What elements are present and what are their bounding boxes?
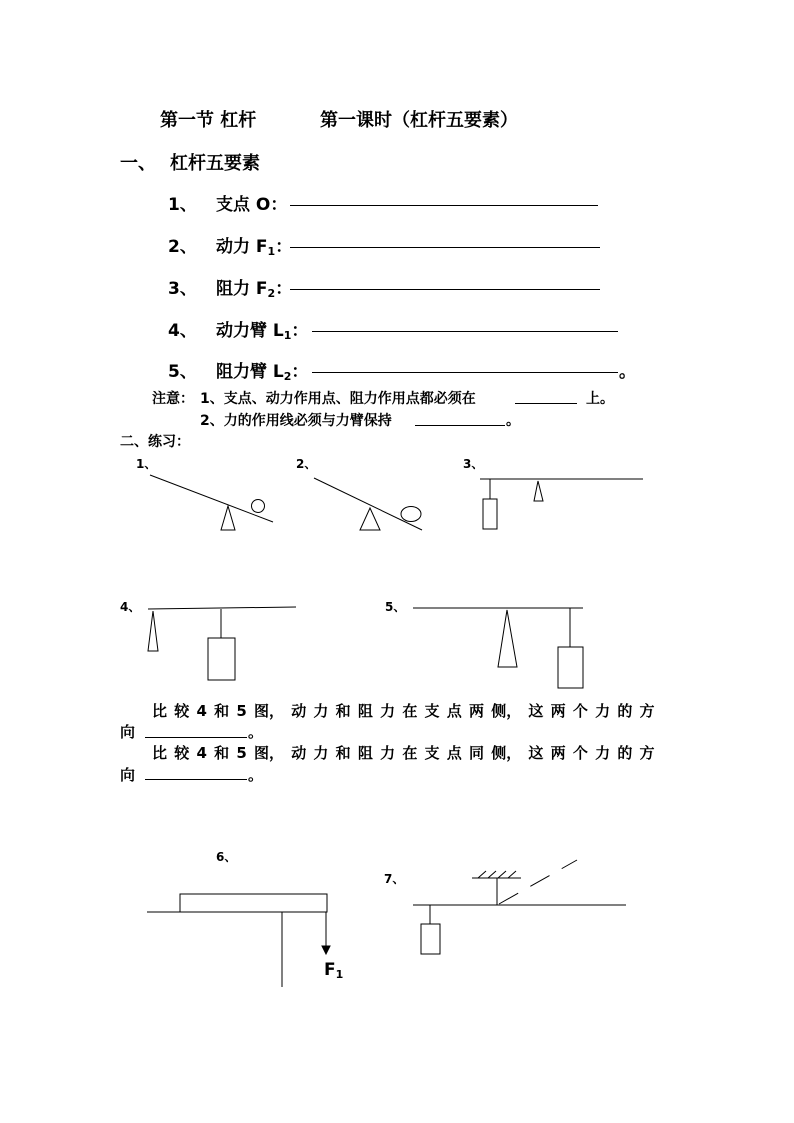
part2-heading: 二、练习： [120, 434, 190, 450]
ex-6-board [180, 894, 327, 912]
lesson-title: 第一课时（杠杆五要素） [320, 110, 518, 131]
item-5-period: 。 [619, 362, 636, 382]
ex-4-lever [148, 607, 296, 609]
ex-2-diagram [314, 478, 422, 530]
compare-2-line1: 比 较 4 和 5 图， 动 力 和 阻 力 在 支 点 同 侧， 这 两 个 力 的 方 [152, 744, 655, 762]
ex-2-lever [314, 478, 422, 530]
ex-6-label: 6、 [216, 850, 237, 864]
compare-1-end: 。 [248, 723, 264, 741]
ex-2-stone [401, 507, 421, 522]
item-2-number: 2、 [168, 237, 197, 257]
ex-2-fulcrum [360, 508, 380, 530]
ex-7-weight [421, 924, 440, 954]
compare-1-line2: 向 [120, 723, 136, 741]
ex-3-label: 3、 [463, 457, 484, 471]
ex-5-diagram [413, 608, 583, 688]
note-2: 2、力的作用线必须与力臂保持 [200, 413, 392, 429]
ex-1-fulcrum [221, 506, 235, 530]
ex-2-label: 2、 [296, 457, 317, 471]
item-5-number: 5、 [168, 362, 197, 382]
ex-7-hatch-3 [498, 871, 506, 878]
ex-5-fulcrum [498, 610, 517, 667]
ex-4-diagram [148, 607, 296, 680]
item-4-number: 4、 [168, 321, 197, 341]
ex-7-hatch-4 [508, 871, 516, 878]
ex-6-force-arrow [322, 946, 330, 954]
compare-2-line2: 向 [120, 766, 136, 784]
ex-3-diagram [480, 479, 643, 529]
ex-1-label: 1、 [136, 457, 157, 471]
compare-2-end: 。 [248, 766, 264, 784]
note-1-end: 上。 [586, 391, 614, 407]
ex-7-hatch-1 [478, 871, 486, 878]
compare-1-line1: 比 较 4 和 5 图， 动 力 和 阻 力 在 支 点 两 侧， 这 两 个 力 的 方 [152, 702, 655, 720]
note-prefix: 注意： [152, 391, 194, 407]
ex-4-weight [208, 638, 235, 680]
ex-6-diagram [147, 894, 330, 987]
ex-3-fulcrum [534, 481, 543, 501]
item-4-label: 动力臂 $L_1$： [216, 321, 309, 342]
ex-1-ball [252, 500, 265, 513]
ex-4-fulcrum [148, 611, 158, 651]
item-3-label: 阻力 $F_2$： [216, 279, 293, 300]
note-2-end: 。 [506, 413, 520, 429]
ex-4-label: 4、 [120, 600, 141, 614]
item-3-number: 3、 [168, 279, 197, 299]
ex-1-lever [150, 475, 273, 522]
ex-7-dashed-line [499, 860, 577, 904]
force-f1-label: $F_1$ [324, 960, 344, 981]
section-title: 第一节 杠杆 [160, 110, 257, 131]
ex-3-weight [483, 499, 497, 529]
ex-7-diagram [413, 860, 626, 954]
ex-5-weight [558, 647, 583, 688]
item-5-label: 阻力臂 $L_2$： [216, 362, 309, 383]
ex-5-label: 5、 [385, 600, 406, 614]
ex-1-diagram [150, 475, 273, 530]
ex-7-label: 7、 [384, 872, 405, 886]
part1-heading: 杠杆五要素 [170, 153, 260, 174]
ex-7-hatch-2 [488, 871, 496, 878]
item-1-number: 1、 [168, 195, 197, 215]
item-2-label: 动力 $F_1$： [216, 237, 293, 258]
note-1: 1、支点、动力作用点、阻力作用点都必须在 [200, 391, 476, 407]
item-1-label: 支点 O： [216, 195, 288, 215]
part1-number: 一、 [120, 153, 156, 174]
